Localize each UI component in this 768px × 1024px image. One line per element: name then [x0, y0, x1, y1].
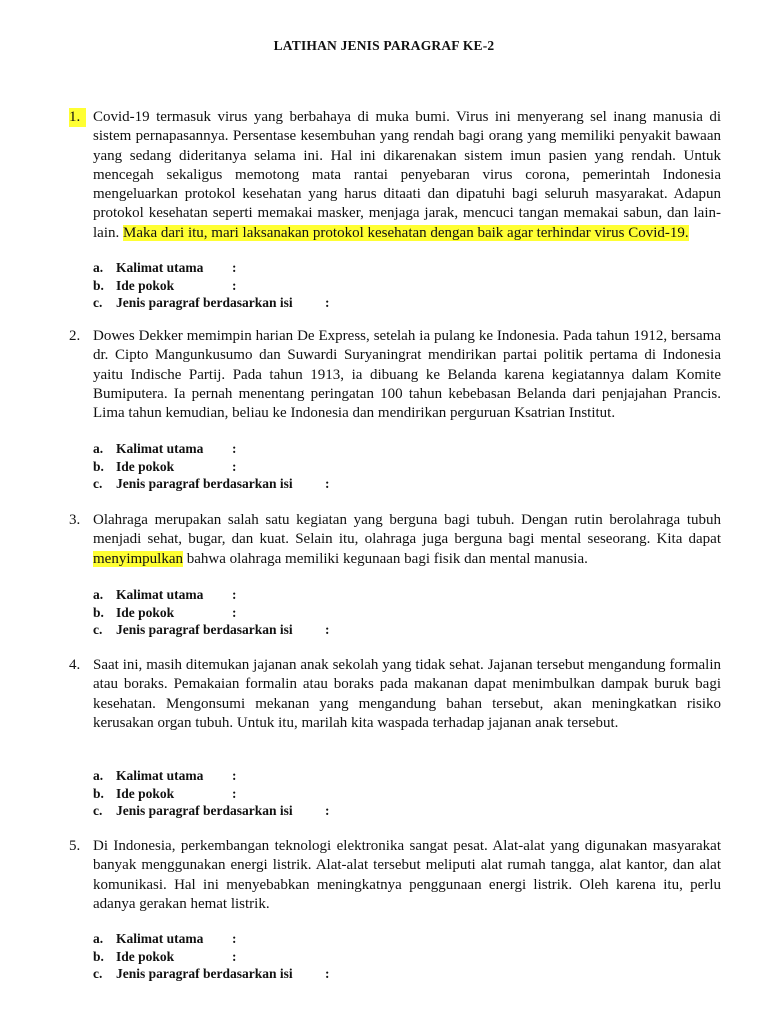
question-number: 2.: [69, 328, 81, 344]
answer-list: [93, 586, 393, 639]
answer-list: [93, 767, 393, 820]
highlighted-sentence: Maka dari itu, mari laksanakan protokol kesehatan dengan baik agar terhindar virus Covid-19.: [123, 224, 689, 241]
question-paragraph: Covid-19 termasuk virus yang berbahaya di muka bumi. Virus ini menyerang sel inang manusia di sistem pernapasannya. Persentase kesembuhan yang rendah bagi orang yang memiliki penyakit bawaan yang sedang dideritanya selama ini. Hal ini dikarenakan sistem imun pasien yang rendah. Untuk mencegah sekaligus memotong mata rantai penyebaran virus corona, pemerintah Indonesia mengeluarkan protokol kesehatan yang harus ditaati dan dipatuhi bagi seluruh masyarakat. Adapun protokol kesehatan seperti memakai masker, menjaga jarak, mencuci tangan memakai sabun, dan lain-lain. Maka dari itu, mari laksanakan protokol kesehatan dengan baik agar terhindar virus Covid-19.: [93, 109, 721, 241]
page-title: LATIHAN JENIS PARAGRAF KE-2: [273, 38, 495, 53]
answer-kalimat-utama: a. Kalimat utama :: [93, 768, 237, 783]
answer-ide-pokok: b. Ide pokok :: [93, 277, 237, 293]
answer-list: [93, 259, 393, 312]
answer-kalimat-utama: a. Kalimat utama :: [93, 260, 237, 275]
answer-ide-pokok: b. Ide pokok :: [93, 785, 237, 801]
answer-kalimat-utama: a. Kalimat utama :: [93, 587, 237, 602]
question-paragraph: Dowes Dekker memimpin harian De Express, setelah ia pulang ke Indonesia. Pada tahun 1912, bersama dr. Cipto Mangunkusumo dan Suwardi Suryaningrat mendirikan partai politik pertama di Indonesia yaitu Indische Partij. Pada tahun 1913, ia dibuang ke Belanda karena kegiatannya dalam Komite Bumiputera. Ia pernah menentang peringatan 100 tahun kebebasan Belanda dari penjajahan Prancis. Lima tahun kemudian, beliau ke Indonesia dan mendirikan perguruan Ksatrian Institut.: [93, 328, 721, 422]
question-number: 4.: [69, 657, 81, 673]
question-number: 1.: [69, 108, 86, 127]
answer-jenis-paragraf: c. Jenis paragraf berdasarkan isi :: [93, 622, 330, 637]
question-paragraph: Di Indonesia, perkembangan teknologi elektronika sangat pesat. Alat-alat yang digunakan masyarakat banyak menggunakan energi listrik. Alat-alat tersebut meliputi alat rumah tangga, alat kantor, dan alat komunikasi. Hal ini menyebabkan meningkatnya penggunaan energi listrik. Oleh karena itu, perlu adanya gerakan hemat listrik.: [93, 838, 721, 912]
question-paragraph: Olahraga merupakan salah satu kegiatan yang berguna bagi tubuh. Dengan rutin berolahraga tubuh menjadi sehat, bugar, dan kuat. Selain itu, olahraga juga berguna bagi mental seseorang. Kita dapat menyimpulkan bahwa olahraga memiliki kegunaan bagi fisik dan mental manusia.: [93, 512, 721, 567]
question-number: 5.: [69, 838, 81, 854]
answer-jenis-paragraf: c. Jenis paragraf berdasarkan isi :: [93, 295, 330, 310]
answer-ide-pokok: b. Ide pokok :: [93, 458, 237, 474]
question-number: 3.: [69, 512, 81, 528]
answer-list: [93, 440, 393, 493]
answer-kalimat-utama: a. Kalimat utama :: [93, 931, 237, 946]
answer-jenis-paragraf: c. Jenis paragraf berdasarkan isi :: [93, 803, 330, 818]
answer-jenis-paragraf: c. Jenis paragraf berdasarkan isi :: [93, 966, 330, 981]
answer-list: [93, 930, 393, 983]
answer-kalimat-utama: a. Kalimat utama :: [93, 441, 237, 456]
answer-jenis-paragraf: c. Jenis paragraf berdasarkan isi :: [93, 476, 330, 491]
highlighted-word: menyimpulkan: [93, 550, 183, 567]
answer-ide-pokok: b. Ide pokok :: [93, 948, 237, 964]
answer-ide-pokok: b. Ide pokok :: [93, 604, 237, 620]
question-paragraph: Saat ini, masih ditemukan jajanan anak sekolah yang tidak sehat. Jajanan tersebut mengandung formalin atau boraks. Pemakaian formalin atau boraks pada makanan dapat menimbulkan dampak buruk bagi kesehatan. Mengonsumi mekanan yang mengandung bahan tersebut, akan meningkatkan risiko kerusakan organ tubuh. Untuk itu, marilah kita waspada terhadap jajanan anak tersebut.: [93, 657, 721, 731]
